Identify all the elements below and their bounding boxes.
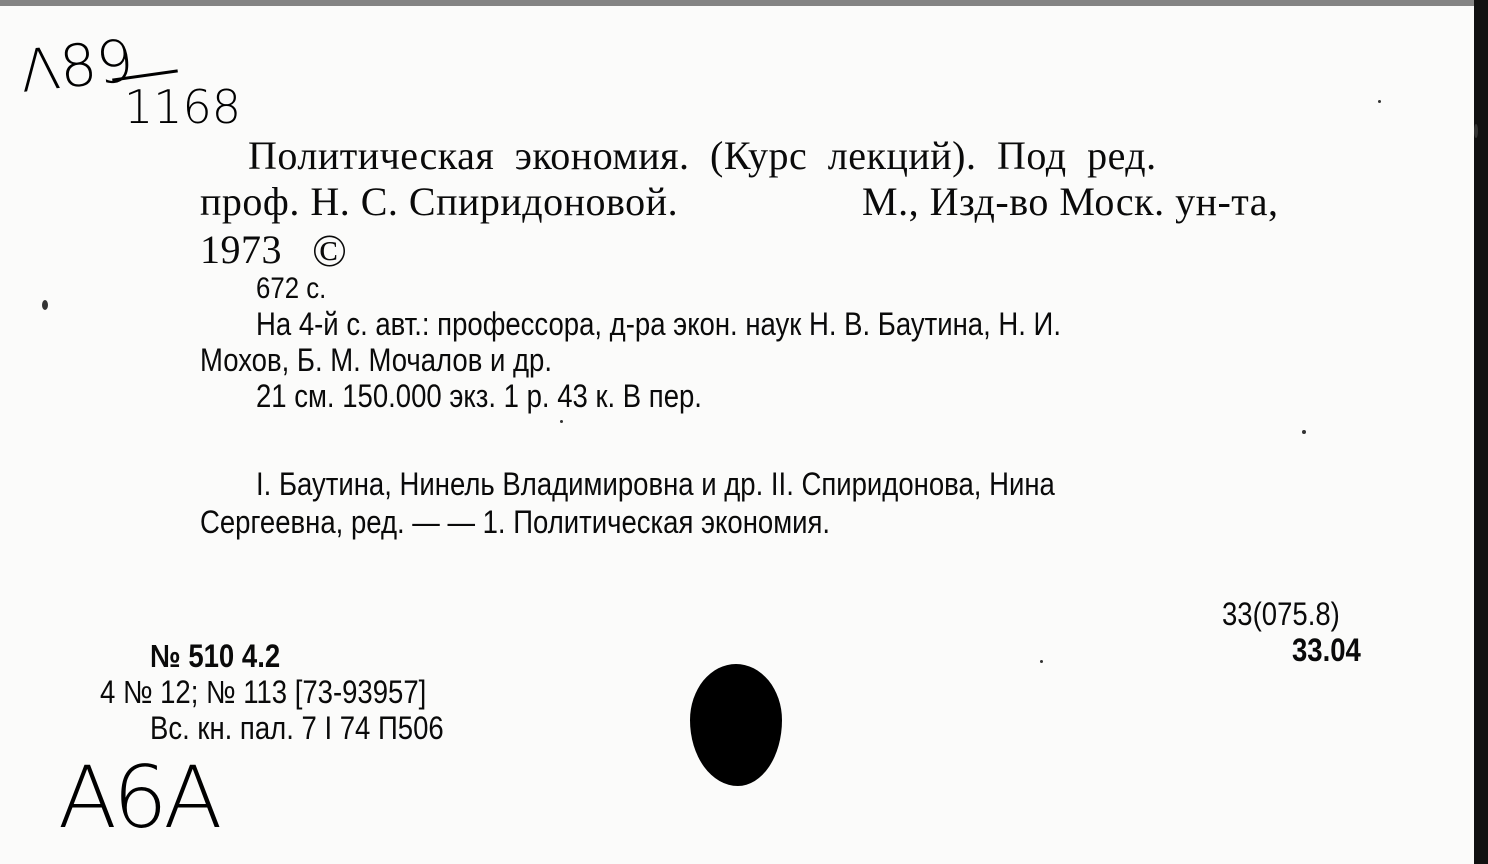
scan-speck	[1378, 100, 1381, 103]
page-count: 672 с.	[256, 272, 327, 305]
scan-speck	[1040, 660, 1043, 663]
scan-speck	[42, 300, 48, 310]
tracings-line1: I. Баутина, Нинель Владимировна и др. II. Спиридонова, Нина	[256, 466, 1055, 502]
entry-publisher: М., Изд-во Моск. ун-та,	[862, 179, 1279, 224]
entry-title-line: Политическая экономия. (Курс лекций). Под ред.	[248, 133, 1157, 178]
authors-note-line1: На 4-й с. авт.: профессора, д-ра экон. наук Н. В. Баутина, Н. И.	[256, 306, 1061, 342]
udc-code: 33(075.8)	[1222, 596, 1340, 632]
card-top-edge	[0, 0, 1488, 6]
registry-number: № 510 4.2	[150, 638, 281, 674]
entry-editor: проф. Н. С. Спиридоновой.	[200, 179, 679, 224]
bbk-code: 33.04	[1292, 632, 1361, 668]
handwritten-copy-number: 1168	[124, 80, 242, 134]
registry-orders: 4 № 12; № 113 [73-93957]	[100, 674, 427, 710]
handwritten-shelf-number: Λ89	[16, 26, 137, 106]
handwritten-location-code: A6A	[58, 748, 219, 848]
copyright-symbol: ©	[312, 225, 348, 276]
scan-speck	[1302, 430, 1306, 434]
scan-speck	[1474, 124, 1478, 138]
tracings-line2: Сергеевна, ред. — — 1. Политическая экономия.	[200, 504, 831, 540]
punch-hole	[690, 664, 782, 786]
physical-description: 21 см. 150.000 экз. 1 р. 43 к. В пер.	[256, 378, 702, 414]
scan-speck	[560, 420, 563, 423]
authors-note-line2: Мохов, Б. М. Мочалов и др.	[200, 342, 553, 378]
entry-year: 1973	[200, 227, 282, 272]
book-chamber-note: Вс. кн. пал. 7 I 74 П506	[150, 710, 444, 746]
